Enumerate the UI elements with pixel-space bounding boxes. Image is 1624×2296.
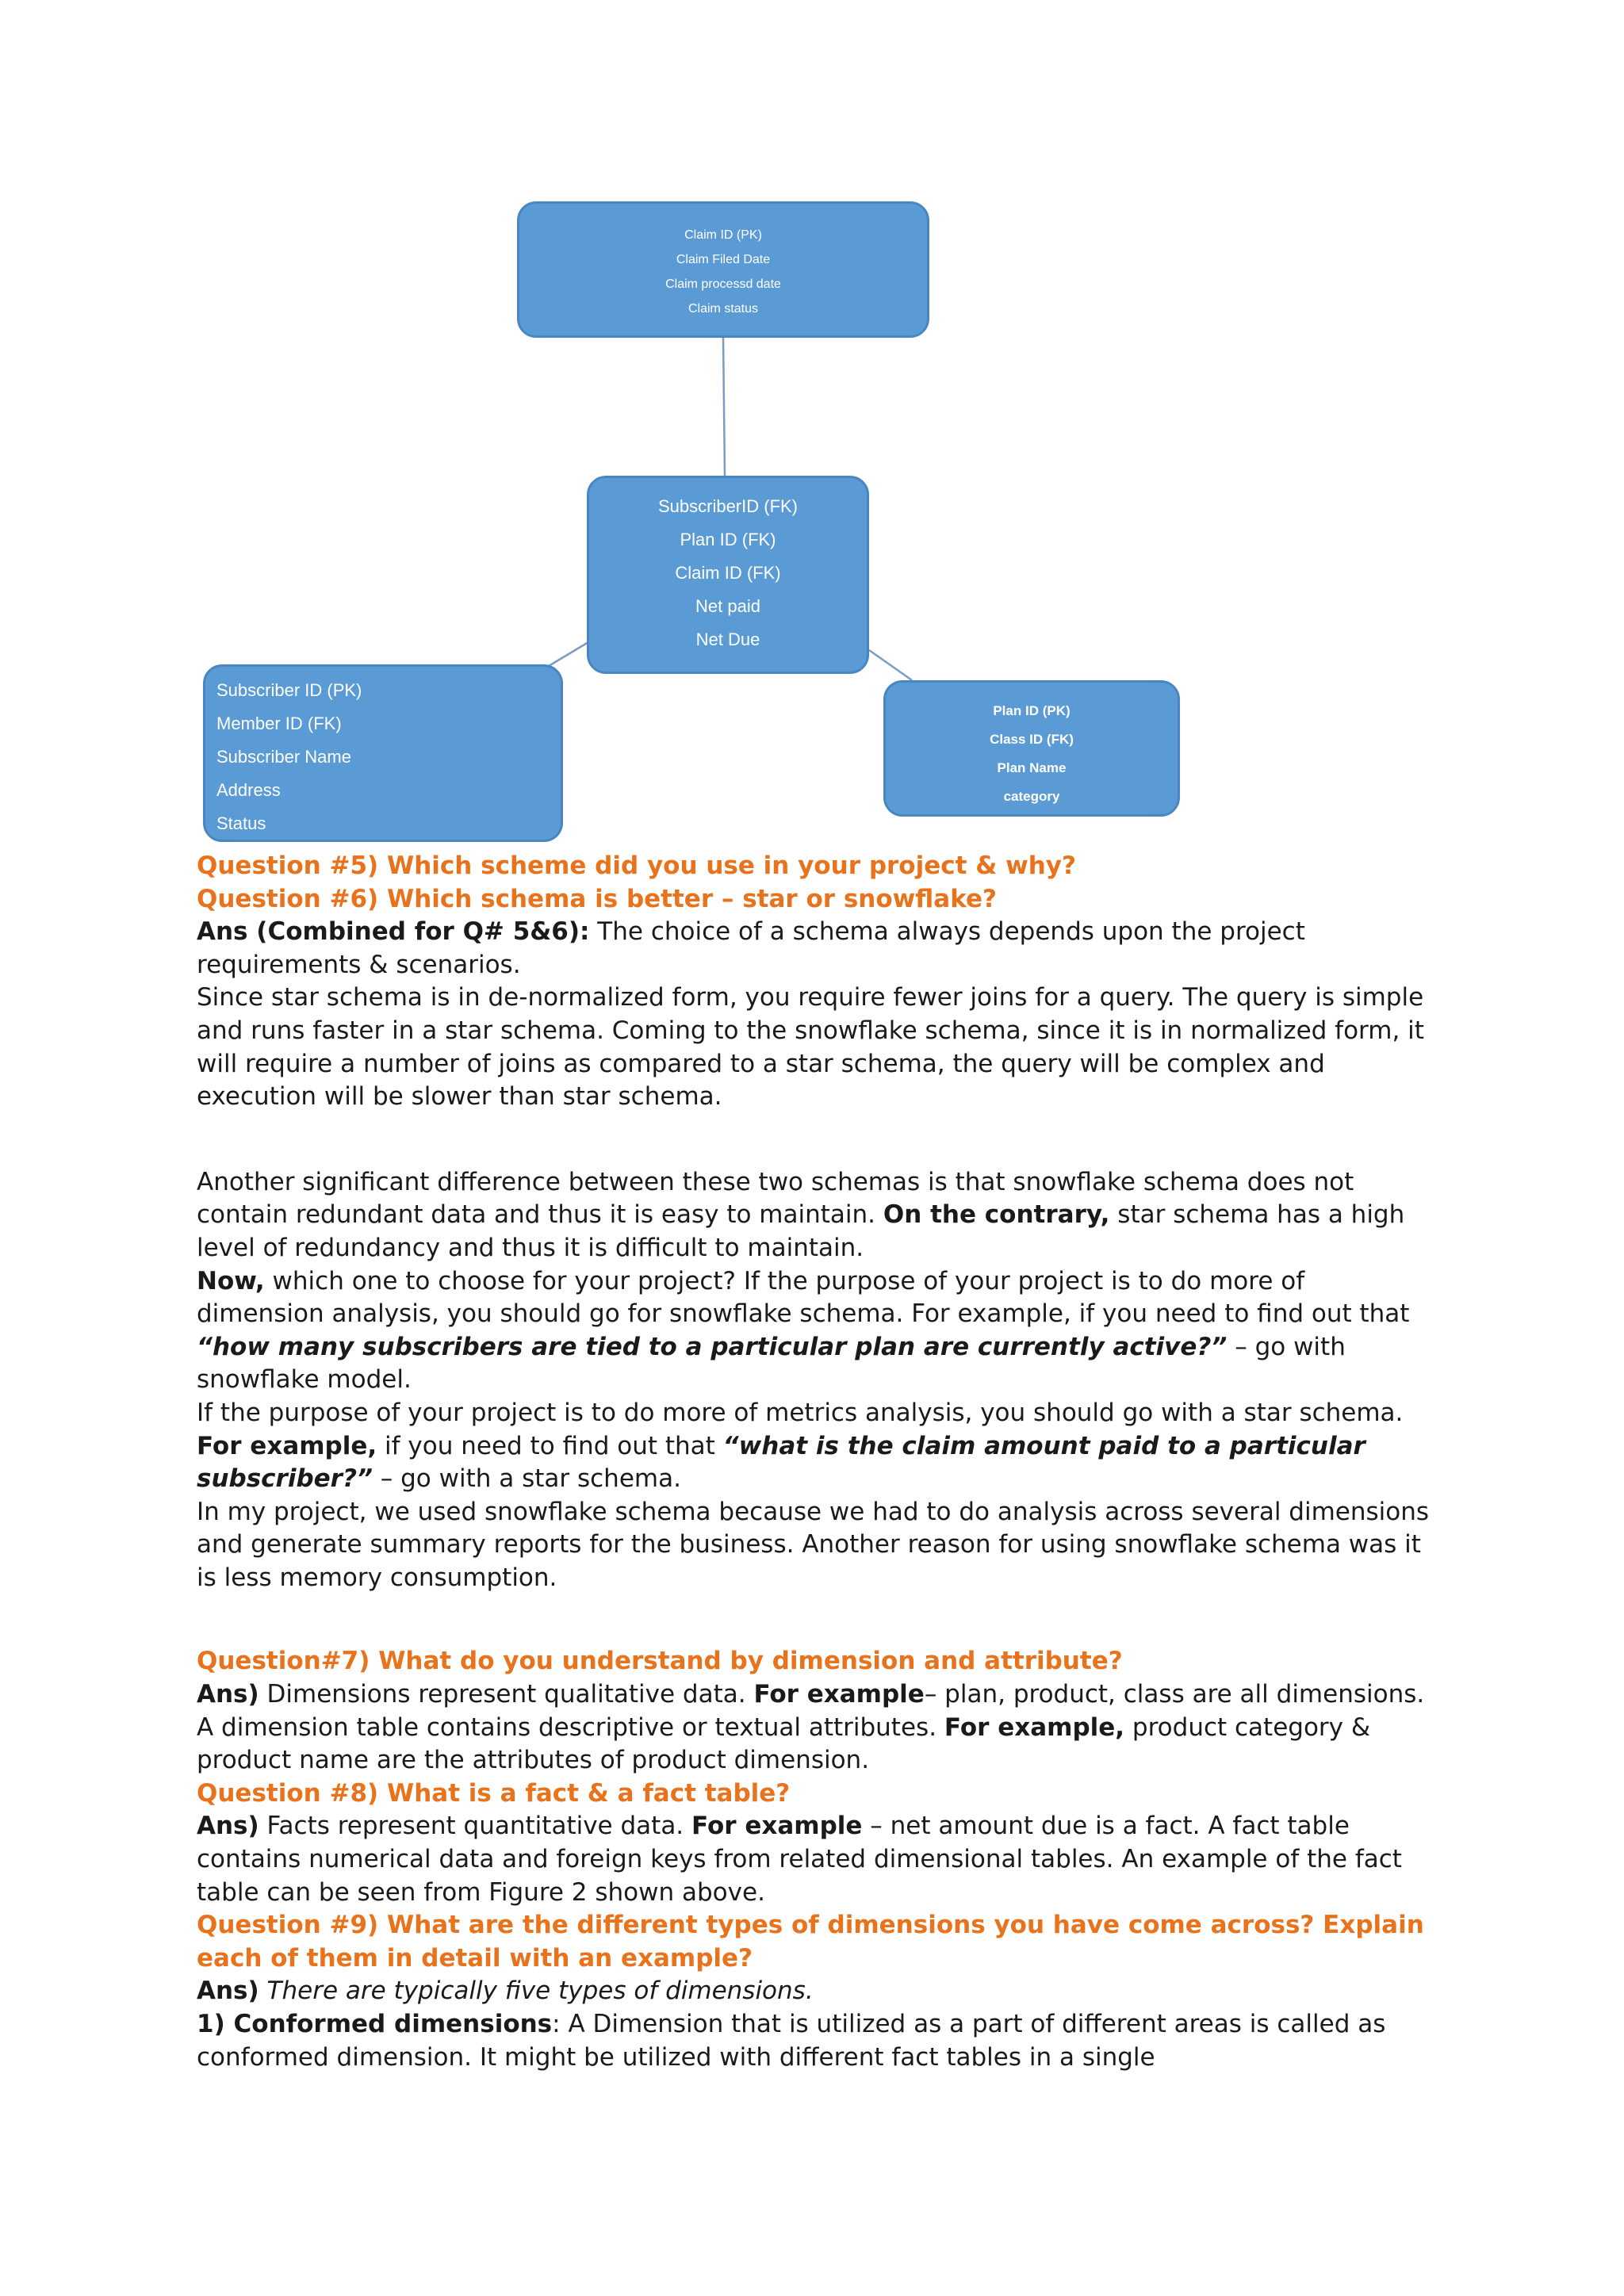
answer-text: If the purpose of your project is to do more of metrics analysis, you should go with a star schema.	[197, 1398, 1404, 1427]
answer-7	[197, 1678, 1434, 1777]
subscriber-field: Address	[216, 780, 281, 800]
document-body	[197, 850, 1434, 2074]
paragraph-spacer	[197, 1594, 1434, 1645]
emphasis: For example,	[197, 1431, 377, 1460]
emphasis: On the contrary,	[883, 1200, 1110, 1230]
answer-5-6-paragraph: In my project, we used snowflake schema because we had to do analysis across several dimensions and generate summary reports for the business. Another reason for using snowflake schema was it is less memory consumption.	[197, 1497, 1430, 1592]
connector-claim-fact	[723, 338, 725, 476]
question-8-heading: Question #8) What is a fact & a fact table?	[197, 1778, 791, 1808]
connector-fact-subscriber	[549, 642, 588, 666]
answer-text: product category & product name are the attributes of product dimension.	[197, 1712, 1371, 1775]
subscriber-field: Member ID (FK)	[216, 714, 342, 733]
emphasis: For example,	[944, 1712, 1125, 1742]
plan-field: Class ID (FK)	[990, 732, 1074, 747]
answer-9-item	[197, 2008, 1434, 2074]
connector-fact-plan	[869, 650, 912, 680]
fact-table-box	[587, 476, 869, 674]
answer-5-6-paragraph	[197, 1265, 1434, 1397]
subscriber-field: Status	[216, 813, 266, 833]
answer-text: which one to choose for your project? If the purpose of your project is to do more of dimension analysis, you should go for snowflake schema. For example, if you need to find out that	[197, 1266, 1410, 1329]
fact-field: Claim ID (FK)	[675, 563, 781, 583]
answer-5-6-paragraph	[197, 1166, 1434, 1265]
subscriber-field: Subscriber ID (PK)	[216, 680, 362, 700]
fact-field: Plan ID (FK)	[680, 530, 776, 549]
question-5-heading: Question #5) Which scheme did you use in your project & why?	[197, 851, 1076, 880]
fact-field: Net paid	[695, 596, 760, 616]
claim-field: Claim status	[688, 302, 759, 316]
example-quote: “how many subscribers are tied to a particular plan are currently active?”	[197, 1332, 1228, 1361]
answer-label: Ans)	[197, 1812, 259, 1841]
claim-field: Claim ID (PK)	[684, 228, 762, 242]
claim-field: Claim processd date	[665, 277, 781, 291]
answer-5-6-intro	[197, 916, 1434, 982]
answer-text: There are typically five types of dimensions.	[259, 1976, 814, 2006]
answer-label: Ans)	[197, 1976, 259, 2006]
question-7-heading: Question#7) What do you understand by dimension and attribute?	[197, 1647, 1123, 1676]
answer-text: Facts represent quantitative data.	[259, 1812, 692, 1841]
fact-field: SubscriberID (FK)	[657, 496, 799, 516]
question-6-heading: Question #6) Which schema is better – star or snowflake?	[197, 884, 997, 913]
answer-text: – plan, product, class are all dimensions. A dimension table contains descriptive or textual attributes.	[197, 1680, 1425, 1742]
plan-field: Plan ID (PK)	[993, 703, 1071, 718]
question-9-heading: Question #9) What are the different types of dimensions you have come across? Explain each of them in detail with an example?	[197, 1911, 1424, 1973]
answer-8	[197, 1810, 1434, 1909]
fact-field: Net Due	[695, 629, 760, 649]
answer-text: star schema has a high level of redundancy and thus it is difficult to maintain.	[197, 1200, 1405, 1262]
answer-text: : A Dimension that is utilized as a part of different areas is called as conformed dimension. It might be utilized with different fact tables in a single	[197, 2010, 1386, 2072]
answer-label: Ans (Combined for Q# 5&6):	[197, 917, 590, 947]
schema-diagram	[0, 0, 1624, 856]
paragraph-spacer	[197, 1114, 1434, 1166]
answer-text: if you need to find out that	[377, 1431, 723, 1460]
answer-label: Ans)	[197, 1680, 259, 1709]
answer-9-intro	[197, 1975, 1434, 2008]
subscriber-table-box	[203, 664, 563, 842]
answer-text: Another significant difference between these two schemas is that snowflake schema does not contain redundant data and thus it is easy to maintain.	[197, 1167, 1354, 1230]
plan-table-box	[883, 680, 1180, 817]
emphasis: For example	[753, 1680, 925, 1709]
answer-text: – net amount due is a fact. A fact table contains numerical data and foreign keys from related dimensional tables. An example of the fact table can be seen from Figure 2 shown above.	[197, 1812, 1402, 1907]
item-label: 1) Conformed dimensions	[197, 2010, 553, 2038]
answer-text: The choice of a schema always depends upon the project requirements & scenarios.	[197, 917, 1305, 979]
plan-field: category	[1003, 789, 1060, 804]
emphasis: For example	[691, 1812, 863, 1841]
answer-5-6-paragraph: Since star schema is in de-normalized form, you require fewer joins for a query. The query is simple and runs faster in a star schema. Coming to the snowflake schema, since it is in normalized form, it will require a number of joins as compared to a star schema, the query will be complex and execution will be slower than star schema.	[197, 983, 1424, 1112]
answer-5-6-paragraph	[197, 1397, 1434, 1496]
answer-text: – go with snowflake model.	[197, 1332, 1346, 1395]
answer-text: Dimensions represent qualitative data.	[259, 1680, 754, 1709]
emphasis: Now,	[197, 1266, 265, 1295]
claim-table-box	[517, 201, 929, 338]
answer-text: – go with a star schema.	[372, 1464, 681, 1494]
subscriber-field: Subscriber Name	[216, 747, 351, 767]
claim-field: Claim Filed Date	[676, 253, 771, 266]
plan-field: Plan Name	[997, 760, 1067, 775]
example-quote: “what is the claim amount paid to a particular subscriber?”	[197, 1431, 1365, 1494]
